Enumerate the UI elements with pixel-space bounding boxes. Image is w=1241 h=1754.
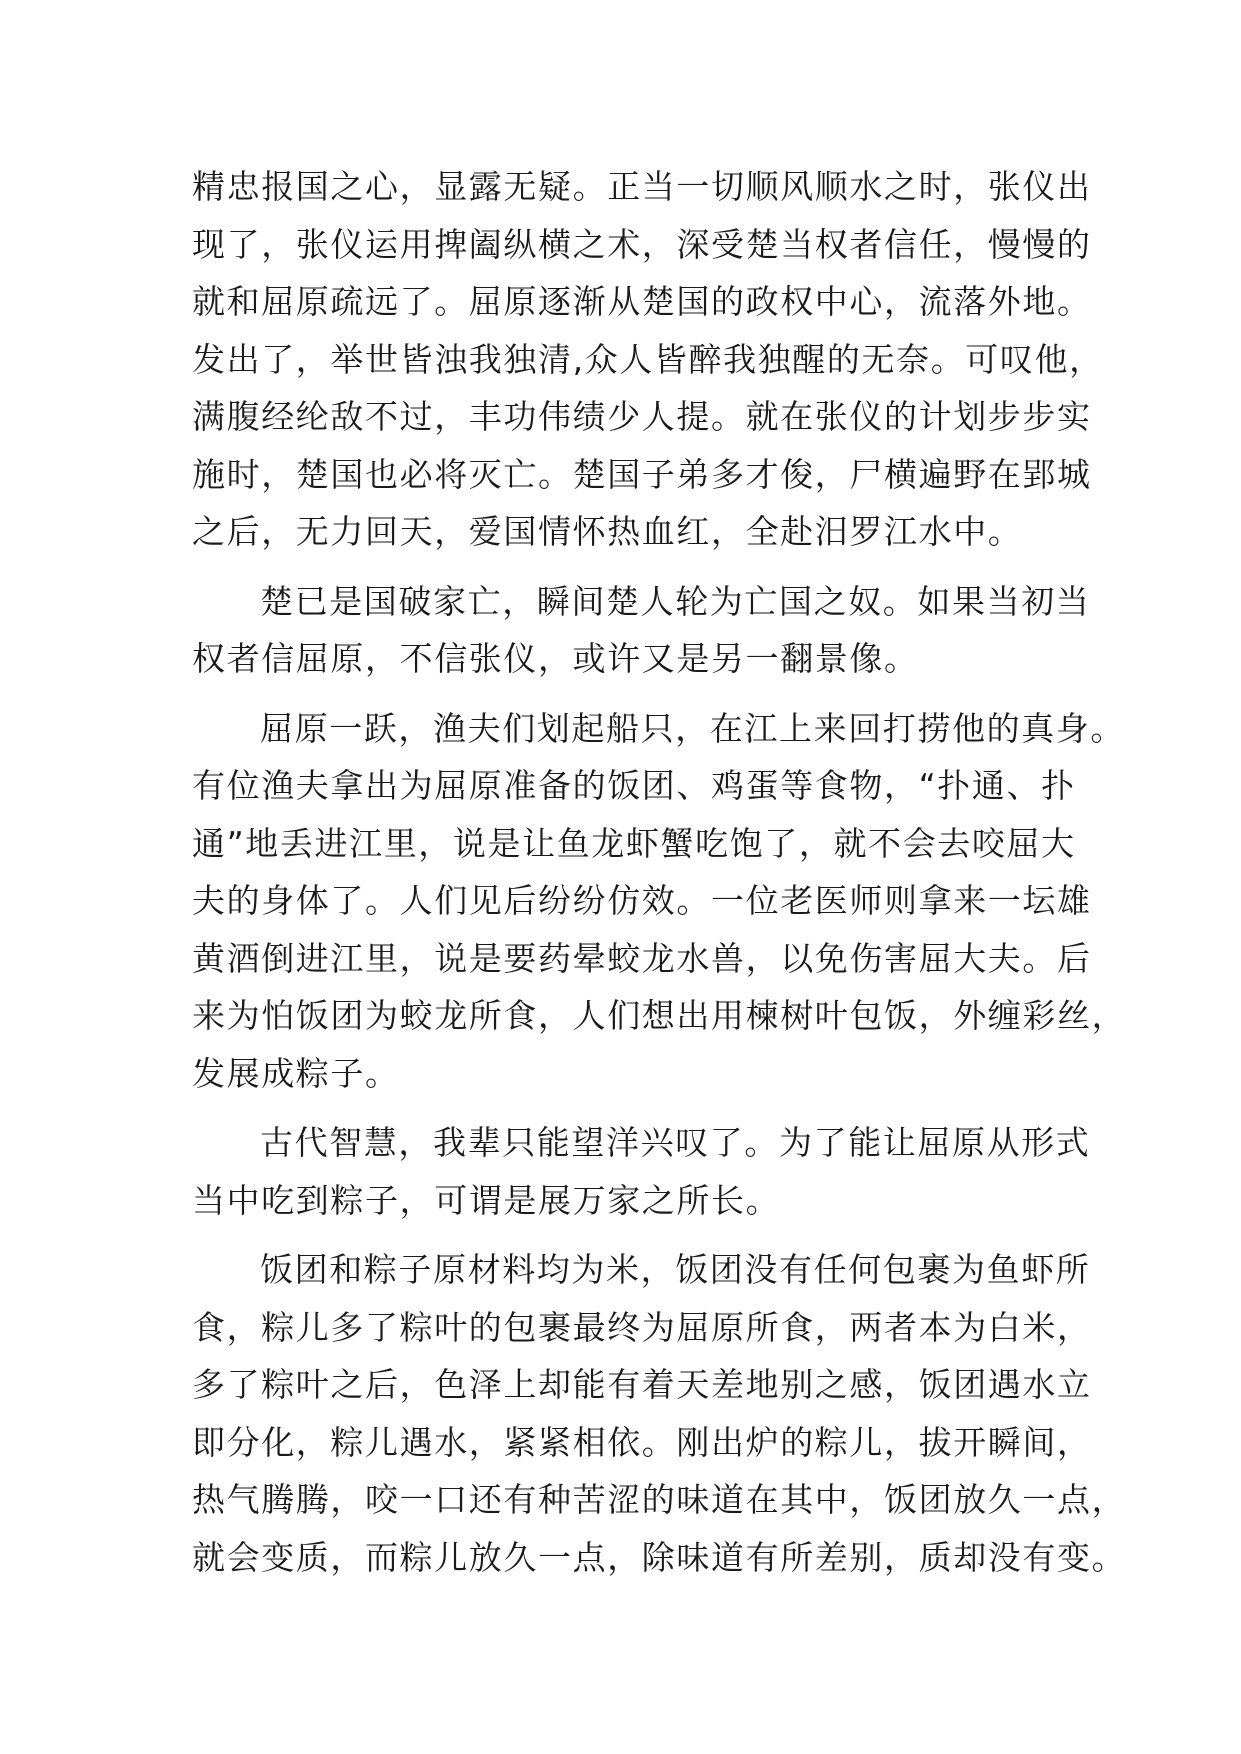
text-line: 发出了，举世皆浊我独清,众人皆醉我独醒的无奈。可叹他， <box>192 339 1104 379</box>
text-line: 精忠报国之心，显露无疑。正当一切顺风顺水之时，张仪出 <box>192 167 1092 206</box>
text-line: 黄酒倒进江里，说是要药晕蛟龙水兽，以免伤害屈大夫。后 <box>192 938 1092 978</box>
text-line: 食，粽儿多了粽叶的包裹最终为屈原所食，两者本为白米， <box>192 1307 1092 1347</box>
text-line: 热气腾腾，咬一口还有种苦涩的味道在其中，饭团放久一点， <box>192 1480 1127 1519</box>
text-line: 之后，无力回天，爱国情怀热血红，全赴汨罗江水中。 <box>192 512 1023 551</box>
text-line: 来为怕饭团为蛟龙所食，人们想出用楝树叶包饭，外缠彩丝， <box>192 996 1127 1035</box>
paragraph-4 <box>192 1114 1091 1229</box>
text-line: 现了，张仪运用捭阖纵横之术，深受楚当权者信任，慢慢的 <box>192 224 1092 264</box>
text-line: 即分化，粽儿遇水，紧紧相依。刚出炉的粽儿，拔开瞬间， <box>192 1422 1092 1462</box>
paragraph-5 <box>192 1241 1127 1586</box>
text-line: 权者信屈原，不信张仪，或许又是另一翻景像。 <box>192 639 919 678</box>
text-line: 当中吃到粽子，可谓是展万家之所长。 <box>192 1180 781 1220</box>
text-line: 楚已是国破家亡，瞬间楚人轮为亡国之奴。如果当初当 <box>260 581 1091 621</box>
text-line: 饭团和粽子原材料均为米，饭团没有任何包裹为鱼虾所 <box>260 1250 1091 1289</box>
paragraph-1 <box>192 158 1104 561</box>
text-line: 发展成粽子。 <box>192 1053 400 1093</box>
text-line: 满腹经纶敌不过，丰功伟绩少人提。就在张仪的计划步步实 <box>192 397 1092 436</box>
paragraph-gap <box>192 688 1072 700</box>
body-text <box>192 158 1127 1586</box>
text-line: 多了粽叶之后，色泽上却能有着天差地别之感，饭团遇水立 <box>192 1365 1092 1404</box>
text-line: 夫的身体了。人们见后纷纷仿效。一位老医师则拿来一坛雄 <box>192 881 1092 920</box>
paragraph-gap <box>192 1102 1072 1114</box>
paragraph-gap <box>192 1229 1072 1241</box>
paragraph-2 <box>192 573 1091 688</box>
paragraph-gap <box>192 561 1072 573</box>
text-line: 就会变质，而粽儿放久一点，除味道有所差别，质却没有变。 <box>192 1537 1127 1577</box>
text-line: 通”地丢进江里，说是让鱼龙虾蟹吃饱了，就不会去咬屈大 <box>192 823 1076 863</box>
paragraph-3 <box>192 700 1127 1103</box>
text-line: 就和屈原疏远了。屈原逐渐从楚国的政权中心，流落外地。 <box>192 282 1092 321</box>
text-line: 施时，楚国也必将灭亡。楚国子弟多才俊，尸横遍野在郢城 <box>192 454 1092 494</box>
text-line: 屈原一跃，渔夫们划起船只，在江上来回打捞他的真身。 <box>260 708 1125 748</box>
text-line: 有位渔夫拿出为屈原准备的饭团、鸡蛋等食物，“扑通、扑 <box>192 766 1076 805</box>
text-line: 古代智慧，我辈只能望洋兴叹了。为了能让屈原从形式 <box>260 1123 1091 1162</box>
